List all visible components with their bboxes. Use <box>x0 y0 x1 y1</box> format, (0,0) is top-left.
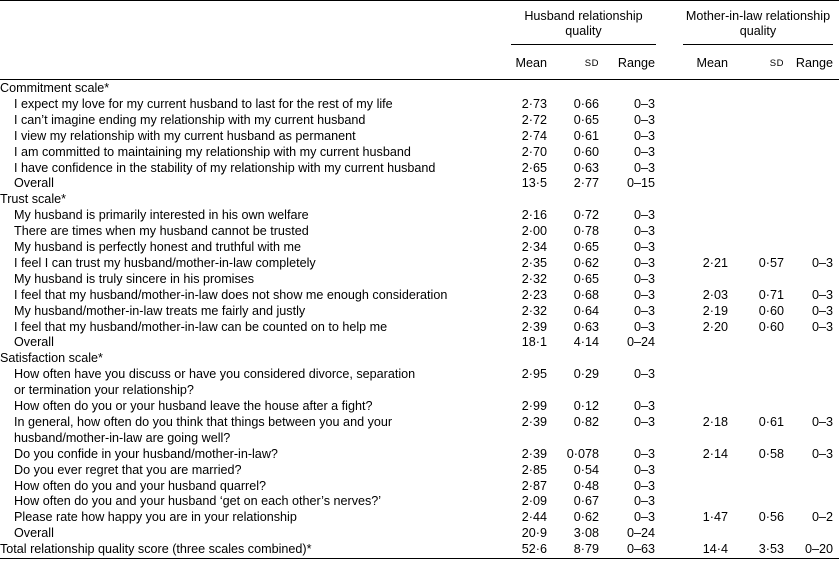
husband-sd-cell: 0·12 <box>573 399 599 413</box>
bottom-rule <box>0 558 839 559</box>
husband-sd-cell: 8·79 <box>573 542 599 557</box>
mil-range-cell: 0–3 <box>811 287 833 302</box>
husband-mean-cell: 2·44 <box>521 510 547 525</box>
husband-range-cell: 0–3 <box>633 399 655 413</box>
mil-range-cell: 0–3 <box>811 414 833 429</box>
husband-mean-cell: 2·73 <box>521 96 547 111</box>
husband-group-header: Husband relationship quality <box>524 9 643 38</box>
husband-mean-cell: 2·72 <box>521 112 547 127</box>
row-label: Do you confide in your husband/mother-in-law? <box>14 446 278 461</box>
row-label: My husband is perfectly honest and truthful with me <box>14 240 302 254</box>
husband-sd-cell: 0·29 <box>573 367 599 382</box>
husband-range-cell: 0–3 <box>633 240 655 254</box>
mil-mean-cell: 14·4 <box>702 542 728 557</box>
husband-group-rule <box>511 44 656 45</box>
row-label: Do you ever regret that you are married? <box>14 462 242 477</box>
row-label: I expect my love for my current husband to last for the rest of my life <box>14 96 393 111</box>
husband-range-cell: 0–3 <box>633 303 655 318</box>
husband-mean-cell: 2·70 <box>521 144 547 159</box>
row-label: I feel I can trust my husband/mother-in-law completely <box>14 255 316 270</box>
mil-group-header: Mother-in-law relationship quality <box>685 9 831 38</box>
row-label: There are times when my husband cannot be trusted <box>14 224 309 239</box>
husband-mean-cell: 2·09 <box>521 494 547 509</box>
husband-sd-cell: 4·14 <box>573 335 599 350</box>
husband-sd-cell: 0·62 <box>573 255 599 270</box>
husband-mean-cell: 2·95 <box>521 367 547 382</box>
row-label: I can’t imagine ending my relationship with my current husband <box>14 112 366 127</box>
husband-range-cell: 0–3 <box>633 414 655 429</box>
husband-range-cell: 0–3 <box>633 112 655 127</box>
row-label: My husband is primarily interested in his own welfare <box>14 208 309 223</box>
husband-mean-cell: 18·1 <box>521 335 547 350</box>
row-label: I am committed to maintaining my relationship with my current husband <box>14 144 411 159</box>
mil-sd-cell: 3·53 <box>758 542 784 557</box>
husband-sd-cell: 0·72 <box>573 208 599 223</box>
row-label: I feel that my husband/mother-in-law does not show me enough consideration <box>14 287 448 302</box>
husband-mean-cell: 2·34 <box>521 240 547 254</box>
husband-mean-cell: 2·00 <box>521 224 547 239</box>
col-mean-husband: Mean <box>515 56 547 70</box>
husband-mean-cell: 2·87 <box>521 478 547 493</box>
row-label: Please rate how happy you are in your relationship <box>14 510 297 525</box>
husband-range-cell: 0–24 <box>626 526 655 541</box>
mil-sd-cell: 0·60 <box>758 319 784 334</box>
husband-range-cell: 0–3 <box>633 271 655 286</box>
section-label: Total relationship quality score (three scales combined)* <box>0 542 312 557</box>
row-label: My husband/mother-in-law treats me fairly and justly <box>14 303 306 318</box>
row-label: or termination your relationship? <box>14 383 194 398</box>
mil-sd-cell: 0·60 <box>758 303 784 318</box>
husband-range-cell: 0–63 <box>626 542 655 557</box>
husband-mean-cell: 2·32 <box>521 271 547 286</box>
husband-mean-cell: 2·65 <box>521 160 547 175</box>
row-label: How often do you and your husband quarrel? <box>14 478 267 493</box>
col-sd-mil: SD <box>769 58 784 69</box>
husband-sd-cell: 0·67 <box>573 494 599 509</box>
row-label: My husband is truly sincere in his promises <box>14 271 255 286</box>
mil-mean-cell: 1·47 <box>702 510 728 525</box>
husband-sd-cell: 0·65 <box>573 240 599 254</box>
husband-sd-cell: 0·82 <box>573 414 599 429</box>
husband-mean-cell: 2·23 <box>521 287 547 302</box>
section-label: Trust scale* <box>0 192 67 207</box>
husband-range-cell: 0–3 <box>633 319 655 334</box>
mil-mean-cell: 2·19 <box>702 303 728 318</box>
col-range-husband: Range <box>617 56 655 70</box>
husband-range-cell: 0–3 <box>633 128 655 143</box>
col-sd-husband: SD <box>584 58 599 69</box>
husband-range-cell: 0–3 <box>633 208 655 223</box>
mil-range-cell: 0–3 <box>811 446 833 461</box>
husband-mean-cell: 2·39 <box>521 319 547 334</box>
header-rule <box>0 79 839 80</box>
mil-range-cell: 0–3 <box>811 303 833 318</box>
mil-group-rule <box>683 44 833 45</box>
mil-mean-cell: 2·21 <box>702 255 728 270</box>
mil-sd-cell: 0·56 <box>758 510 784 525</box>
husband-sd-cell: 0·64 <box>573 303 599 318</box>
husband-range-cell: 0–3 <box>633 510 655 525</box>
mil-sd-cell: 0·57 <box>758 255 784 270</box>
husband-range-cell: 0–3 <box>633 255 655 270</box>
husband-range-cell: 0–3 <box>633 494 655 509</box>
husband-sd-cell: 0·63 <box>573 319 599 334</box>
husband-sd-cell: 3·08 <box>573 526 599 541</box>
top-rule <box>0 0 839 1</box>
husband-mean-cell: 20·9 <box>521 526 547 541</box>
husband-range-cell: 0–3 <box>633 478 655 493</box>
row-label: How often do you or your husband leave the house after a fight? <box>14 399 373 413</box>
husband-sd-cell: 0·68 <box>573 287 599 302</box>
row-label: How often have you discuss or have you considered divorce, separation <box>14 367 416 382</box>
row-label: Overall <box>14 526 54 541</box>
husband-mean-cell: 2·99 <box>521 399 547 413</box>
husband-sd-cell: 0·65 <box>573 271 599 286</box>
row-label: I view my relationship with my current husband as permanent <box>14 128 356 143</box>
husband-range-cell: 0–3 <box>633 96 655 111</box>
husband-sd-cell: 0·078 <box>566 446 599 461</box>
husband-sd-cell: 0·60 <box>573 144 599 159</box>
husband-mean-cell: 2·39 <box>521 446 547 461</box>
husband-sd-cell: 0·48 <box>573 478 599 493</box>
husband-mean-cell: 52·6 <box>521 542 547 557</box>
husband-sd-cell: 0·62 <box>573 510 599 525</box>
row-label: I feel that my husband/mother-in-law can be counted on to help me <box>14 319 388 334</box>
row-label: Overall <box>14 335 54 350</box>
husband-range-cell: 0–3 <box>633 446 655 461</box>
row-label: Overall <box>14 176 54 191</box>
husband-mean-cell: 2·16 <box>521 208 547 223</box>
husband-mean-cell: 2·85 <box>521 462 547 477</box>
section-label: Satisfaction scale* <box>0 351 103 366</box>
husband-sd-cell: 0·78 <box>573 224 599 239</box>
mil-mean-cell: 2·20 <box>702 319 728 334</box>
row-label: I have confidence in the stability of my relationship with my current husband <box>14 160 436 175</box>
husband-sd-cell: 0·63 <box>573 160 599 175</box>
husband-range-cell: 0–3 <box>633 462 655 477</box>
row-label: In general, how often do you think that things between you and your <box>14 414 393 429</box>
mil-mean-cell: 2·18 <box>702 414 728 429</box>
husband-range-cell: 0–3 <box>633 160 655 175</box>
husband-sd-cell: 0·54 <box>573 462 599 477</box>
husband-mean-cell: 2·35 <box>521 255 547 270</box>
husband-mean-cell: 2·74 <box>521 128 547 143</box>
col-mean-mil: Mean <box>696 56 728 70</box>
mil-mean-cell: 2·14 <box>702 446 728 461</box>
husband-sd-cell: 2·77 <box>573 176 599 191</box>
mil-range-cell: 0–3 <box>811 319 833 334</box>
mil-sd-cell: 0·58 <box>758 446 784 461</box>
row-label: husband/mother-in-law are going well? <box>14 430 231 445</box>
row-label: How often do you and your husband ‘get on each other’s nerves?’ <box>14 494 382 509</box>
husband-mean-cell: 2·39 <box>521 414 547 429</box>
husband-range-cell: 0–24 <box>626 335 655 350</box>
mil-range-cell: 0–3 <box>811 255 833 270</box>
husband-range-cell: 0–3 <box>633 367 655 382</box>
mil-mean-cell: 2·03 <box>702 287 728 302</box>
husband-mean-cell: 2·32 <box>521 303 547 318</box>
mil-sd-cell: 0·71 <box>758 287 784 302</box>
husband-range-cell: 0–3 <box>633 287 655 302</box>
section-label: Commitment scale* <box>0 81 110 95</box>
husband-range-cell: 0–3 <box>633 224 655 239</box>
husband-sd-cell: 0·66 <box>573 96 599 111</box>
husband-sd-cell: 0·65 <box>573 112 599 127</box>
husband-range-cell: 0–3 <box>633 144 655 159</box>
husband-range-cell: 0–15 <box>626 176 655 191</box>
husband-mean-cell: 13·5 <box>521 176 547 191</box>
mil-range-cell: 0–20 <box>804 542 833 557</box>
husband-sd-cell: 0·61 <box>573 128 599 143</box>
mil-sd-cell: 0·61 <box>758 414 784 429</box>
col-range-mil: Range <box>795 56 833 70</box>
mil-range-cell: 0–2 <box>811 510 833 525</box>
